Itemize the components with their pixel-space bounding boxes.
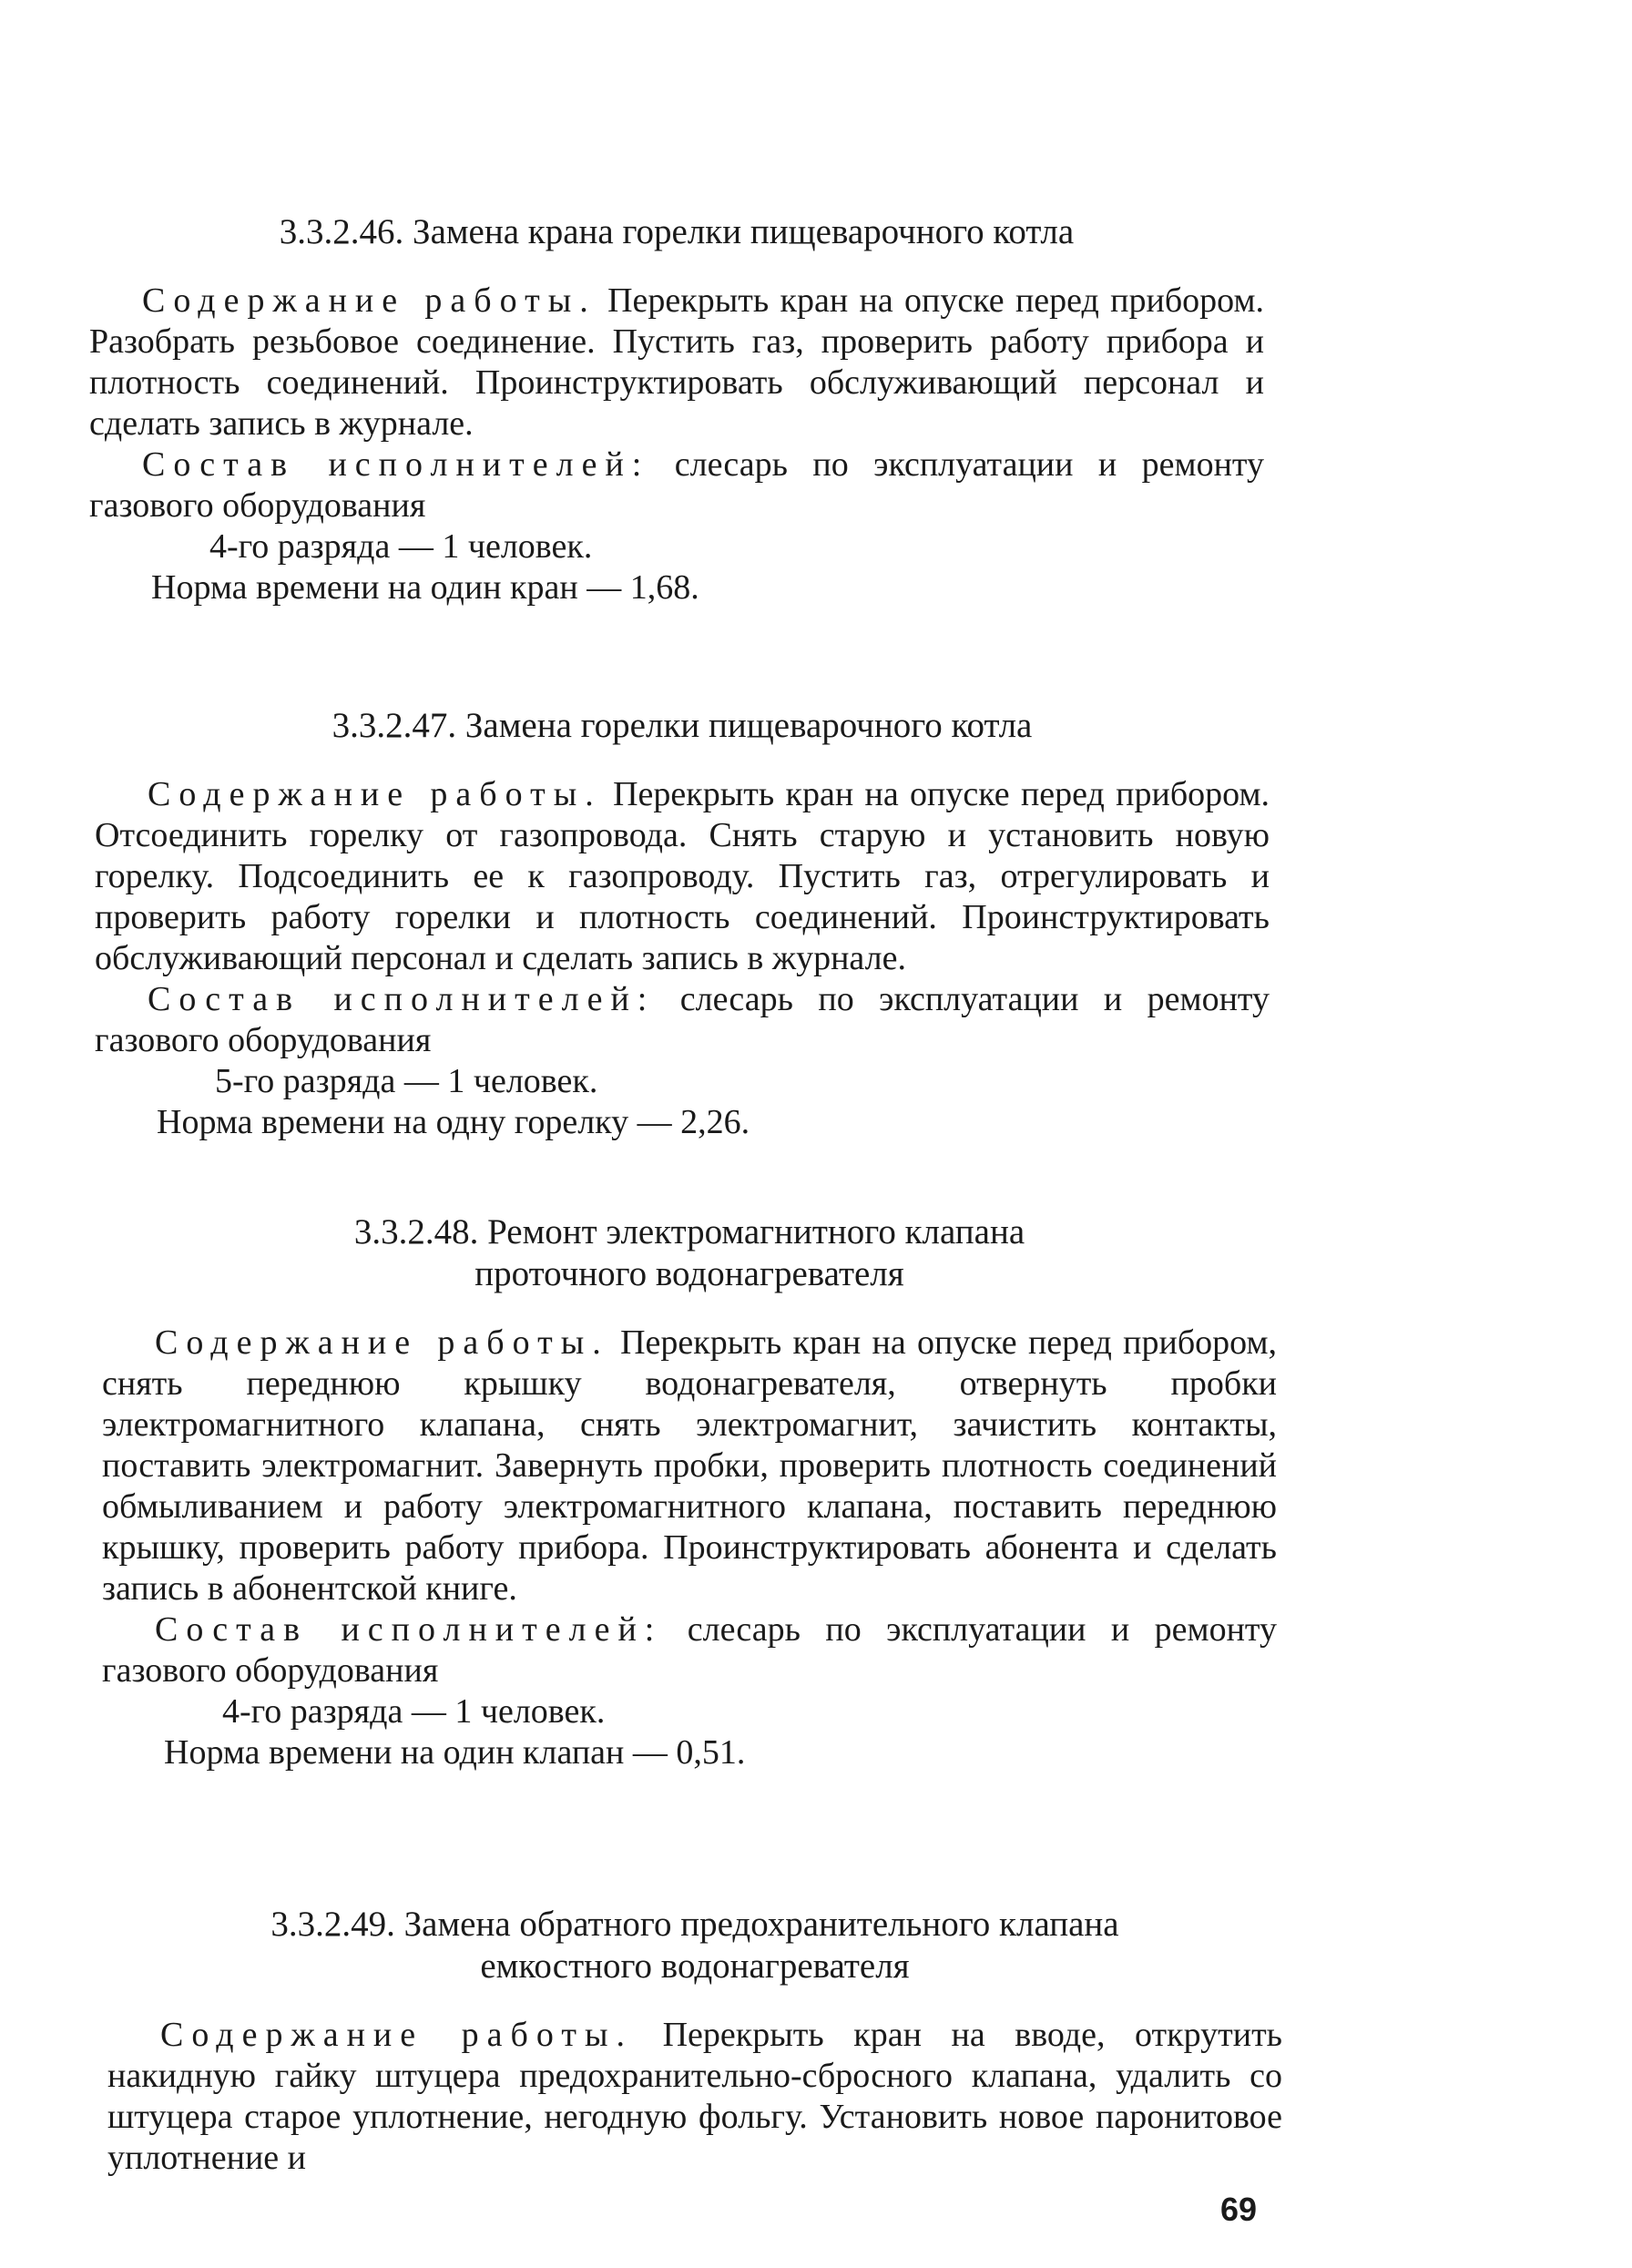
heading-line: 3.3.2.47. Замена горелки пищеварочного котла [332,706,1033,745]
heading-line: проточного водонагревателя [474,1254,904,1293]
staff-paragraph [89,444,1264,526]
work-content-paragraph [95,774,1270,979]
content-label: Содержание работы. [155,1323,609,1362]
heading-line: 3.3.2.46. Замена крана горелки пищеварочного котла [279,212,1075,251]
staff-text: слесарь по эксплуатации и ремонту газового оборудования [89,445,1265,525]
staff-label: Состав исполнителей: [155,1610,663,1649]
heading-line: 3.3.2.49. Замена обратного предохранительного клапана [270,1905,1119,1944]
staff-label: Состав исполнителей: [142,445,650,484]
grade-line: 4-го разряда — 1 человек. [222,1692,606,1731]
page-number: 69 [1220,2191,1258,2228]
grade-line: 4-го разряда — 1 человек. [209,527,593,566]
section-heading [107,1904,1282,1987]
content-label: Содержание работы. [160,2016,634,2054]
section-heading [95,705,1270,747]
staff-label: Состав исполнителей: [148,980,656,1018]
work-content-paragraph [89,281,1264,444]
section-3-3-2-46 [89,211,1264,608]
time-norm: Норма времени на один кран — 1,68. [151,568,699,607]
staff-paragraph [102,1609,1277,1691]
time-norm: Норма времени на один клапан — 0,51. [164,1733,746,1772]
section-heading [89,211,1264,253]
work-content-paragraph [107,2015,1282,2179]
work-content-paragraph [102,1323,1277,1609]
section-3-3-2-49 [107,1904,1282,2179]
staff-paragraph [95,979,1270,1061]
grade-line: 5-го разряда — 1 человек. [215,1062,598,1100]
content-text: Перекрыть кран на опуске перед прибором, снять переднюю крышку водонагревателя, отвернуть пробки электромагнитного клапана, снять электромагнит, зачистить контакты, поставить электромагнит. Завернуть пробки, проверить плотность соединений обмыливанием и работу электромагнитного клапана, поставить переднюю крышку, проверить работу прибора. Проинструктировать абонента и сделать запись в абонентской книге. [102,1323,1278,1608]
time-norm: Норма времени на одну горелку — 2,26. [157,1103,750,1141]
content-label: Содержание работы. [142,281,597,320]
heading-line: 3.3.2.48. Ремонт электромагнитного клапана [353,1212,1025,1251]
content-text: Перекрыть кран на опуске перед прибором. Разобрать резьбовое соединение. Пустить газ, проверить работу прибора и плотность соединений. Проинструктировать обслуживающий персонал и сделать запись в журнале. [89,281,1265,443]
content-text: Перекрыть кран на опуске перед прибором. Отсоединить горелку от газопровода. Снять старую и установить новую горелку. Подсоединить ее к газопроводу. Пустить газ, отрегулировать и проверить работу горелки и плотность соединений. Проинструктировать обслуживающий персонал и сделать запись в журнале. [95,775,1270,977]
staff-text: слесарь по эксплуатации и ремонту газового оборудования [95,980,1270,1059]
content-label: Содержание работы. [148,775,602,813]
staff-text: слесарь по эксплуатации и ремонту газового оборудования [102,1610,1278,1690]
content-text: Перекрыть кран на вводе, открутить накидную гайку штуцера предохранительно-сбросного клапана, удалить со штуцера старое уплотнение, негодную фольгу. Установить новое паронитовое уплотнение и [107,2016,1283,2177]
section-heading [102,1211,1277,1295]
section-3-3-2-47 [95,705,1270,1143]
heading-line: емкостного водонагревателя [480,1946,910,1986]
section-3-3-2-48 [102,1211,1277,1773]
